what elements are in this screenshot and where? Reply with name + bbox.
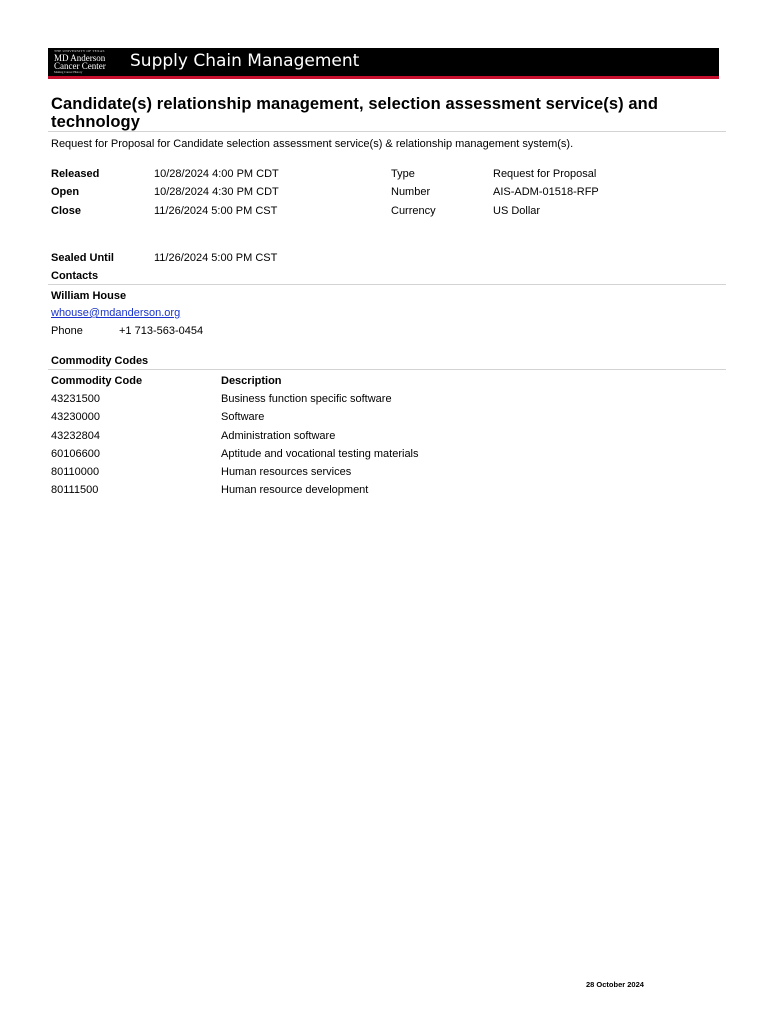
commodity-codes-heading: Commodity Codes [51, 355, 149, 367]
rfp-description: Request for Proposal for Candidate selection assessment service(s) & relationship management system(s). [51, 138, 574, 150]
md-anderson-logo [54, 49, 120, 75]
commodity-code: 80110000 [51, 466, 100, 478]
type-label: Type [391, 168, 415, 180]
phone-label: Phone [51, 325, 83, 337]
commodity-description: Software [221, 411, 265, 423]
commodity-description: Business function specific software [221, 393, 392, 405]
sealed-until-value: 11/26/2024 5:00 PM CST [154, 252, 278, 264]
commodity-code: 43230000 [51, 411, 100, 423]
close-label: Close [51, 205, 81, 217]
phone-value: +1 713-563-0454 [119, 325, 204, 337]
commodity-description: Aptitude and vocational testing materials [221, 448, 419, 460]
released-label: Released [51, 168, 100, 180]
released-value: 10/28/2024 4:00 PM CDT [154, 168, 279, 180]
commodity-divider [48, 369, 726, 370]
commodity-description: Human resources services [221, 466, 352, 478]
number-label: Number [391, 186, 431, 198]
commodity-code: 43232804 [51, 430, 100, 442]
commodity-code-column-header: Commodity Code [51, 375, 143, 387]
banner-title: Supply Chain Management [130, 51, 360, 71]
contact-name: William House [51, 290, 127, 302]
commodity-code: 60106600 [51, 448, 100, 460]
commodity-description: Human resource development [221, 484, 369, 496]
rfp-title: Candidate(s) relationship management, selection assessment service(s) and technology [51, 95, 659, 131]
contacts-heading: Contacts [51, 270, 99, 282]
logo-line1: MD Anderson [54, 53, 106, 63]
description-column-header: Description [221, 375, 282, 387]
type-value: Request for Proposal [493, 168, 597, 180]
contact-email-link[interactable]: whouse@mdanderson.org [51, 307, 181, 319]
logo-tagline: Making Cancer History [54, 70, 83, 74]
title-divider [48, 131, 726, 132]
contacts-divider [48, 284, 726, 285]
number-value: AIS-ADM-01518-RFP [493, 186, 599, 198]
commodity-code: 43231500 [51, 393, 100, 405]
commodity-description: Administration software [221, 430, 336, 442]
header-banner [48, 48, 719, 79]
open-value: 10/28/2024 4:30 PM CDT [154, 186, 279, 198]
close-value: 11/26/2024 5:00 PM CST [154, 205, 278, 217]
footer-date: 28 October 2024 [586, 980, 644, 989]
logo-line2: Cancer Center [54, 61, 106, 71]
logo-university: THE UNIVERSITY OF TEXAS [54, 49, 105, 53]
commodity-code: 80111500 [51, 484, 99, 496]
currency-value: US Dollar [493, 205, 541, 217]
open-label: Open [51, 186, 80, 198]
currency-label: Currency [391, 205, 436, 217]
sealed-until-label: Sealed Until [51, 252, 114, 264]
